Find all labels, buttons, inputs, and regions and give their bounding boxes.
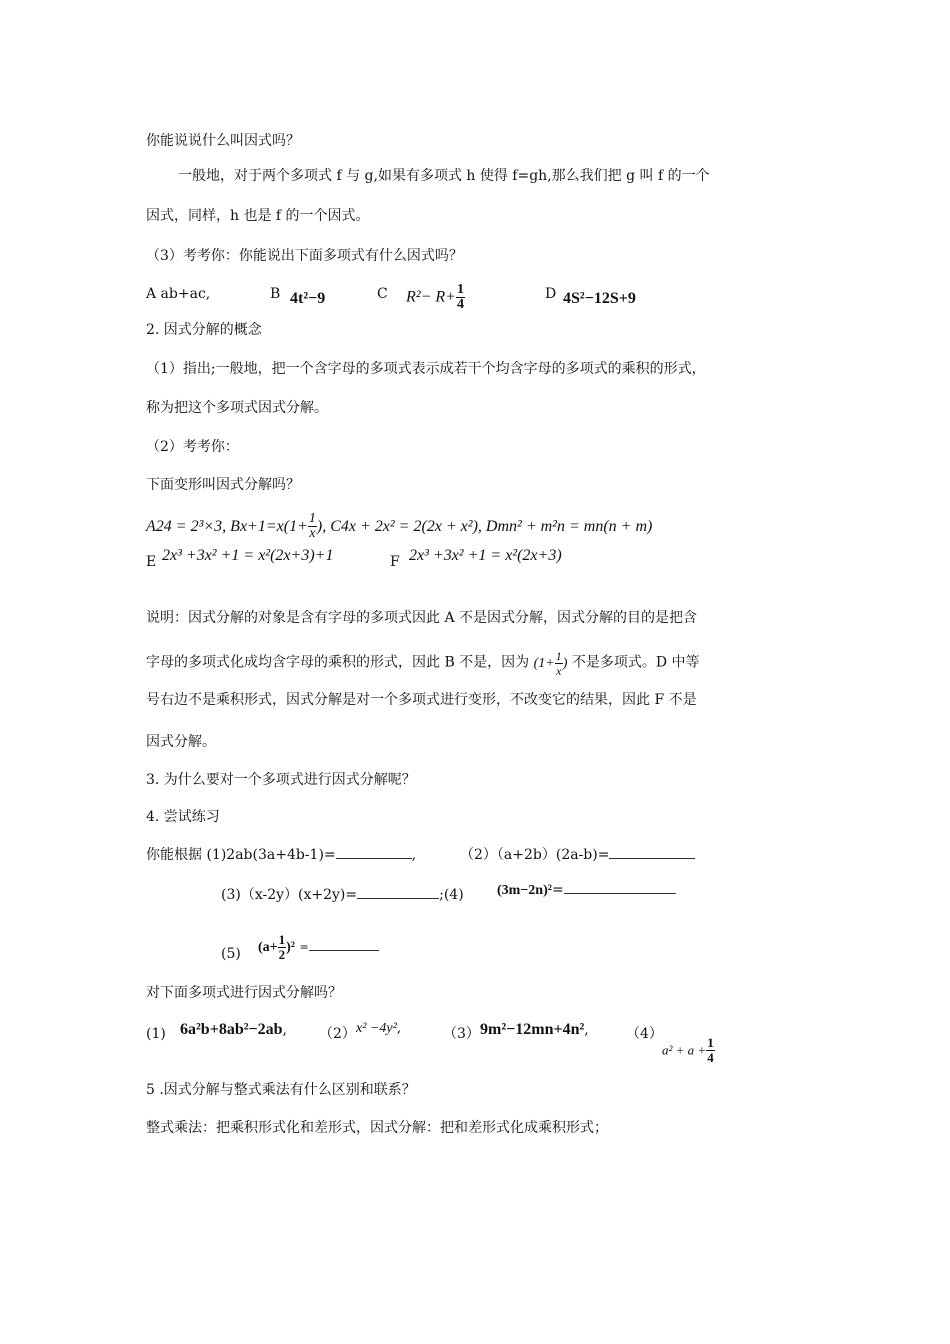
answer-blank-2[interactable] bbox=[609, 844, 695, 859]
factor-1-label: (1) bbox=[146, 1026, 166, 1042]
option-d-expression: 4S²−12S+9 bbox=[563, 290, 636, 307]
section-2-title: 2. 因式分解的概念 bbox=[146, 322, 262, 338]
section-3-title: 3. 为什么要对一个多项式进行因式分解呢？ bbox=[146, 772, 416, 788]
factor-4-label: （4） bbox=[626, 1026, 663, 1042]
factor-4: a² + a + $\frac{1}{4}$ bbox=[662, 1035, 714, 1065]
question-what-is-factor: 你能说说什么叫因式吗？ bbox=[146, 133, 300, 149]
section-2-para-2: （2）考考你： bbox=[146, 439, 239, 455]
answer-blank-4[interactable] bbox=[564, 879, 676, 894]
transformation-line-abcd: A24 = 2³×3, Bx+1=x(1+ $\frac{1}{x}$ ), C4x + 2x² = 2(2x + x²), Dmn² + m²n = mn(n + m) bbox=[146, 511, 653, 541]
explanation-line-4: 因式分解。 bbox=[146, 734, 216, 750]
section-4-title: 4. 尝试练习 bbox=[146, 809, 220, 825]
transformation-f-label: F bbox=[390, 554, 400, 570]
section-2-para-1-line-1: （1）指出;一般地，把一个含字母的多项式表示成若干个均含字母的多项式的乘积的形式， bbox=[146, 361, 706, 377]
summary-line: 整式乘法：把乘积形式化和差形式，因式分解：把和差形式化成乘积形式； bbox=[146, 1120, 608, 1136]
answer-blank-3[interactable] bbox=[357, 884, 439, 899]
section-3-heading: （3）考考你：你能说出下面多项式有什么因式吗？ bbox=[146, 248, 463, 264]
option-b-label: B bbox=[270, 286, 281, 302]
explanation-line-2: 字母的多项式化成均含字母的乘积的形式，因此 B 不是，因为 (1+ $\frac{1}{x}$ ) 不是多项式。D 中等 bbox=[146, 649, 700, 678]
option-b-expression: 4t²−9 bbox=[290, 290, 326, 307]
definition-line-2: 因式，同样，h 也是 f 的一个因式。 bbox=[146, 208, 370, 224]
exercise-5-label: (5) bbox=[221, 946, 241, 962]
answer-blank-5[interactable] bbox=[309, 936, 379, 951]
factor-1: 6a²b+8ab²−2ab, bbox=[180, 1021, 287, 1038]
exercise-2: （2）（a+2b）(2a-b)= bbox=[460, 844, 695, 865]
factor-2-label: （2） bbox=[319, 1026, 356, 1042]
factor-2: x² −4y², bbox=[356, 1020, 402, 1036]
section-2-question: 下面变形叫因式分解吗？ bbox=[146, 477, 300, 493]
transformation-f: 2x³ +3x² +1 = x²(2x+3) bbox=[409, 547, 562, 564]
factor-question: 对下面多项式进行因式分解吗？ bbox=[146, 985, 342, 1001]
exercise-1: 你能根据 (1)2ab(3a+4b-1)= , bbox=[146, 844, 416, 865]
factor-3: 9m²−12mn+4n², bbox=[480, 1021, 589, 1038]
exercise-3: (3)（x-2y）(x+2y)= ;(4) bbox=[221, 884, 464, 905]
explanation-line-3: 号右边不是乘积形式，因式分解是对一个多项式进行变形，不改变它的结果，因此 F 不是 bbox=[146, 692, 697, 708]
definition-line-1: 一般地，对于两个多项式 f 与 g,如果有多项式 h 使得 f=gh,那么我们把 g 叫 f 的一个 bbox=[178, 168, 710, 184]
factor-3-label: （3） bbox=[443, 1026, 480, 1042]
option-d-label: D bbox=[545, 286, 557, 302]
answer-blank-1[interactable] bbox=[336, 844, 412, 859]
explanation-line-1: 说明：因式分解的对象是含有字母的多项式因此 A 不是因式分解，因式分解的目的是把含 bbox=[146, 610, 698, 626]
section-5-title: 5 .因式分解与整式乘法有什么区别和联系？ bbox=[146, 1082, 416, 1098]
transformation-e: 2x³ +3x² +1 = x²(2x+3)+1 bbox=[162, 547, 334, 564]
exercise-4: (3m−2n)²= bbox=[497, 879, 676, 901]
option-c-label: C bbox=[377, 286, 388, 302]
option-a: A ab+ac, bbox=[146, 286, 211, 302]
section-2-para-1-line-2: 称为把这个多项式因式分解。 bbox=[146, 400, 328, 416]
transformation-e-label: E bbox=[146, 554, 157, 570]
option-c-expression: R²− R+ $\frac{1}{4}$ bbox=[406, 282, 464, 312]
exercise-5: (a+ $\frac{1}{2}$ )² = bbox=[258, 933, 379, 962]
